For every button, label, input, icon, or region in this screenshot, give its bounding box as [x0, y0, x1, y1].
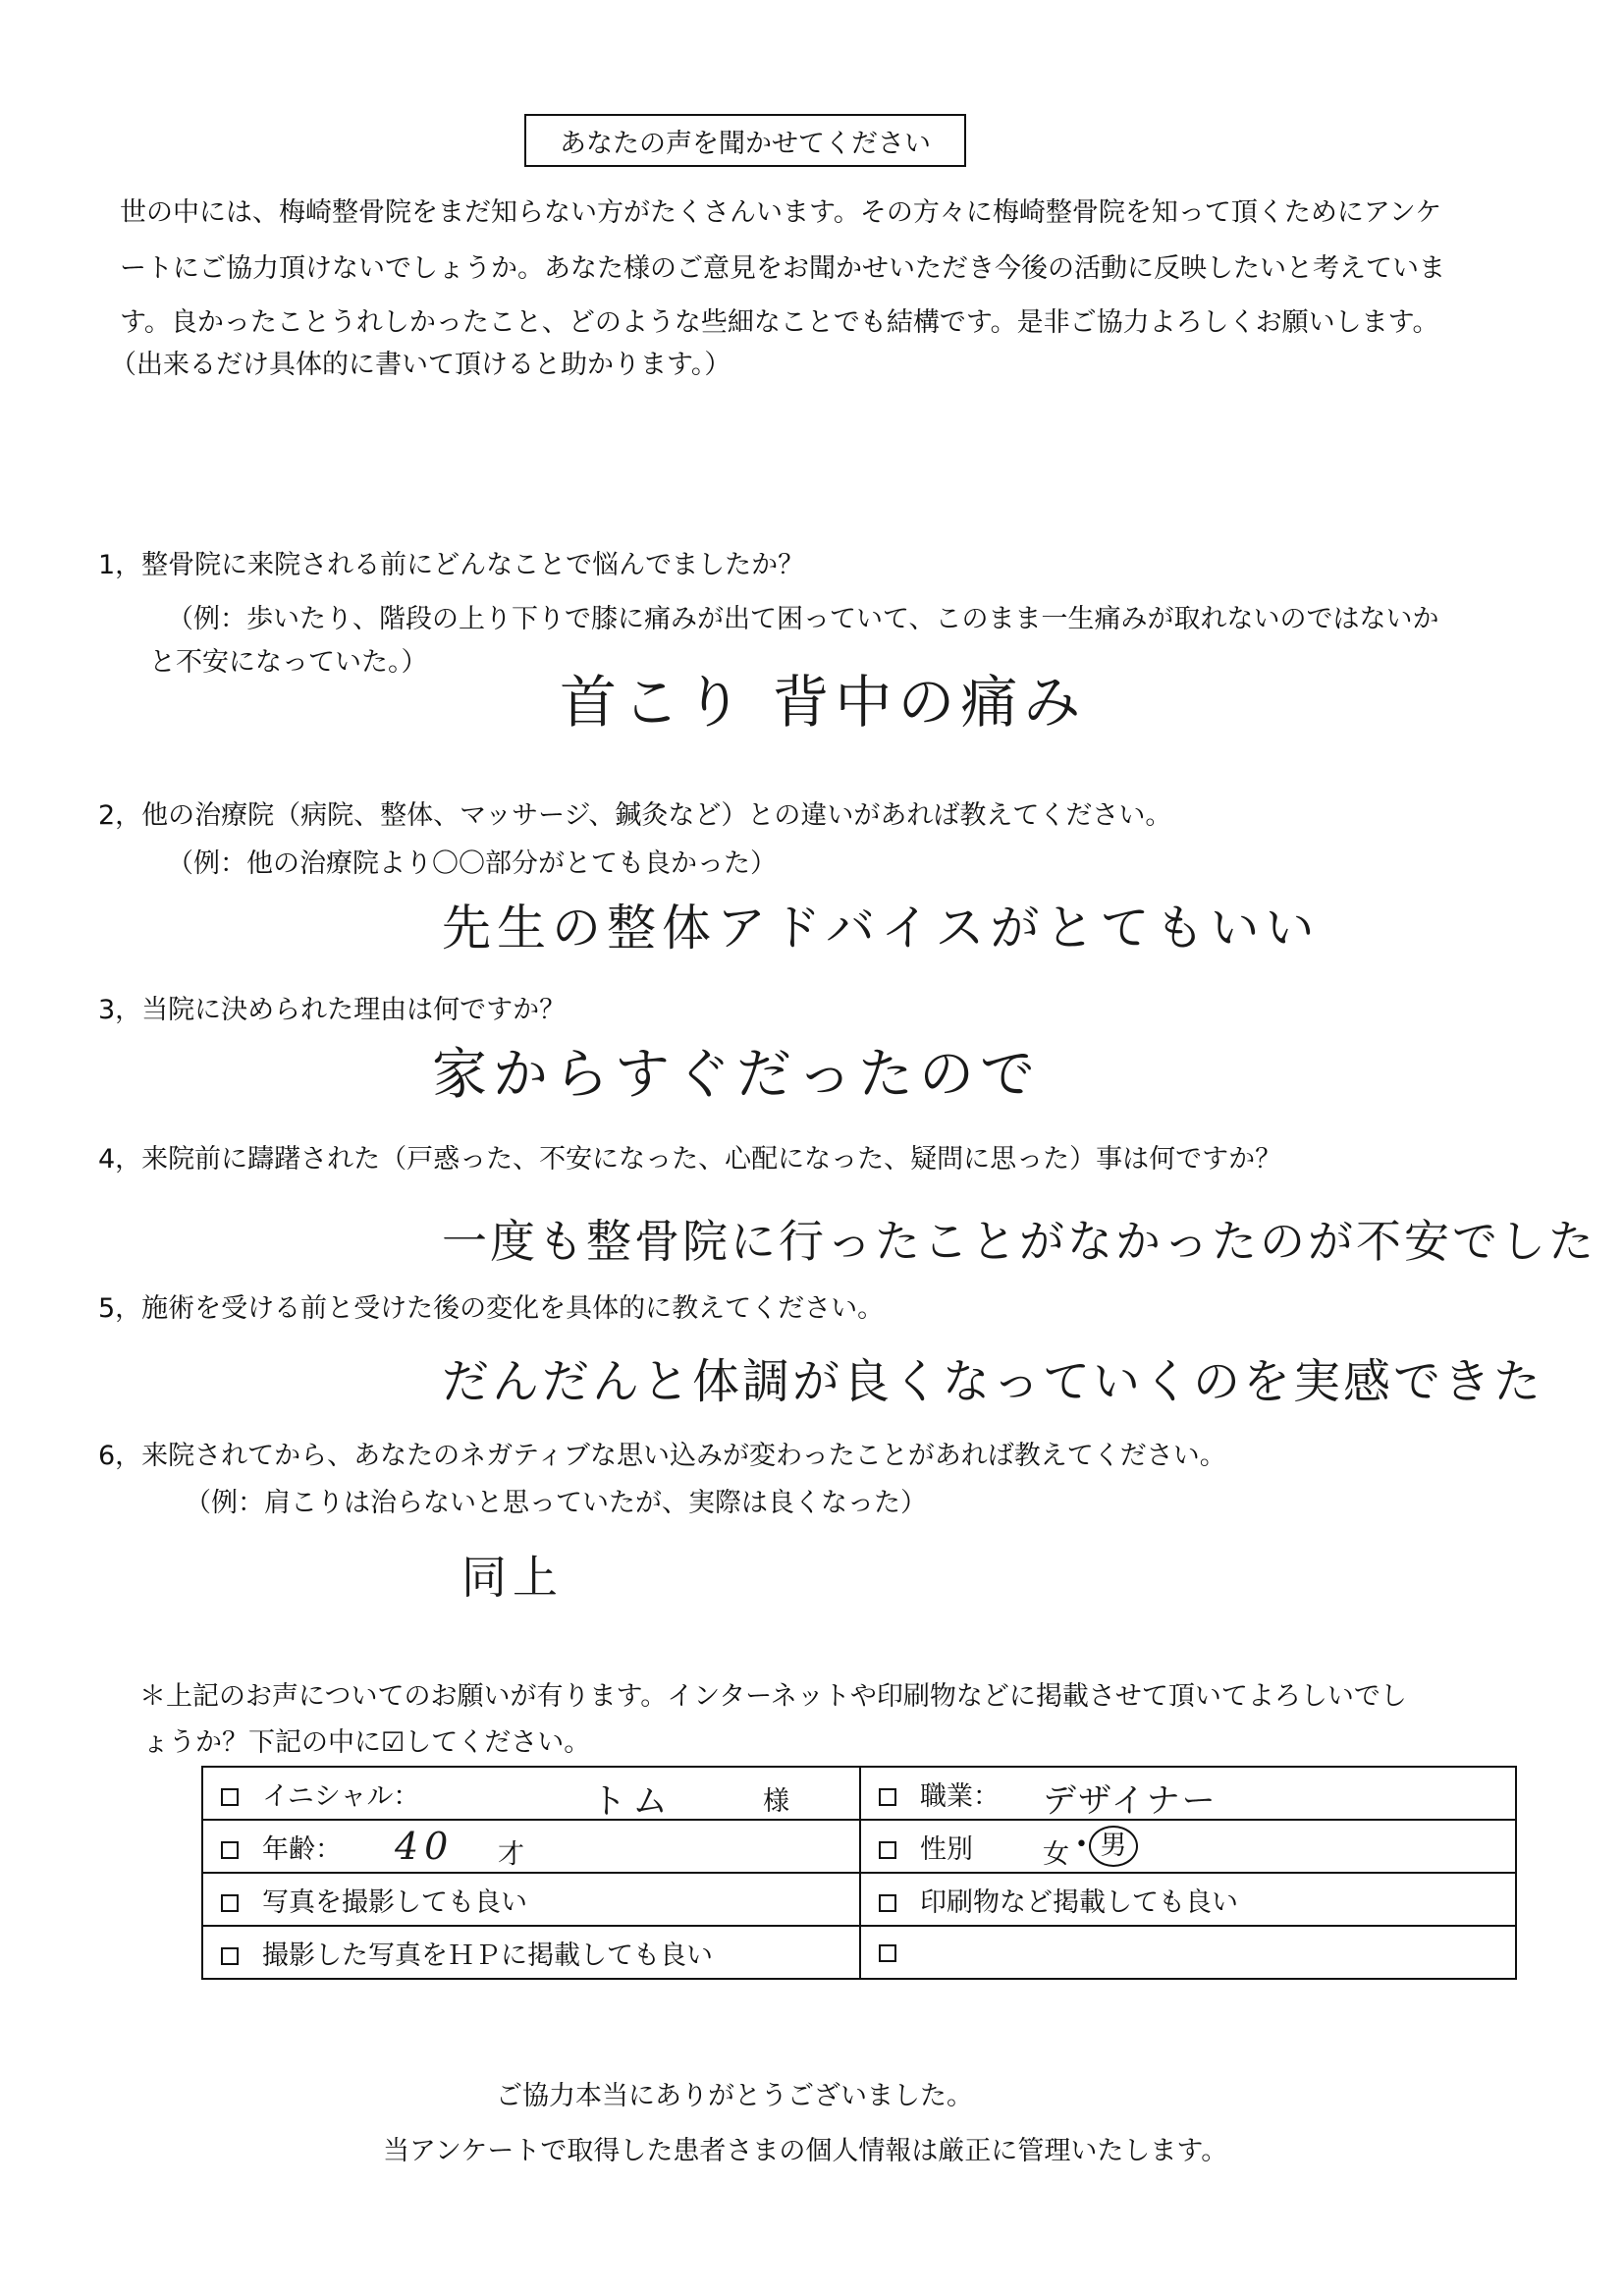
empty-option-cell [860, 1926, 1516, 1979]
thanks-line-2: 当アンケートで取得した患者さまの個人情報は厳正に管理いたします。 [383, 2136, 1228, 2166]
hp-ok-cell [202, 1926, 860, 1979]
job-label: 職業： [920, 1780, 1000, 1812]
photo-ok-cell [202, 1873, 860, 1926]
age-checkbox[interactable] [221, 1841, 239, 1859]
job-checkbox[interactable] [879, 1788, 896, 1806]
question-6-example: （例：肩こりは治らないと思っていたが、実際は良くなった） [185, 1488, 927, 1518]
answer-5: だんだんと体調が良くなっていくのを実感できた [442, 1354, 1544, 1409]
question-2-example: （例：他の治療院より〇〇部分がとても良かった） [167, 848, 777, 879]
photo-ok-label: 写真を撮影しても良い [262, 1886, 527, 1918]
consent-form-table [201, 1766, 1517, 1980]
intro-line-4: （出来るだけ具体的に書いて頂けると助かります。） [110, 350, 731, 380]
job-cell [860, 1767, 1516, 1820]
age-value: 40 [395, 1825, 455, 1868]
empty-option-checkbox[interactable] [879, 1944, 896, 1962]
gender-female[interactable]: 女 [1043, 1839, 1069, 1870]
intro-line-2: ートにご協力頂けないでしょうか。あなた様のご意見をお聞かせいただき今後の活動に反映したいと考えていま [120, 253, 1445, 284]
initial-checkbox[interactable] [221, 1788, 239, 1806]
print-ok-checkbox[interactable] [879, 1894, 896, 1912]
age-label: 年齢： [262, 1833, 342, 1865]
age-cell [202, 1820, 860, 1873]
gender-checkbox[interactable] [879, 1841, 896, 1859]
thanks-line-1: ご協力本当にありがとうございました。 [496, 2081, 973, 2111]
hp-ok-label: 撮影した写真をＨＰに掲載しても良い [262, 1940, 713, 1971]
intro-line-1: 世の中には、梅崎整骨院をまだ知らない方がたくさんいます。その方々に梅崎整骨院を知って頂くためにアンケ [120, 197, 1442, 228]
question-1-example-1: （例：歩いたり、階段の上り下りで膝に痛みが出て困っていて、このまま一生痛みが取れないのではないか [167, 604, 1439, 634]
hp-ok-checkbox[interactable] [221, 1947, 239, 1965]
print-ok-cell [860, 1873, 1516, 1926]
question-3: 3，当院に決められた理由は何ですか？ [98, 995, 567, 1025]
photo-ok-checkbox[interactable] [221, 1894, 239, 1912]
answer-4: 一度も整骨院に行ったことがなかったのが不安でした [442, 1215, 1597, 1268]
survey-title: あなたの声を聞かせてください [524, 114, 966, 167]
gender-label: 性別 [920, 1833, 973, 1865]
question-4: 4，来院前に躊躇された（戸惑った、不安になった、心配になった、疑問に思った）事は何ですか？ [98, 1144, 1282, 1175]
answer-3: 家からすぐだったので [432, 1043, 1041, 1107]
initial-value: トム [591, 1781, 675, 1822]
answer-6: 同上 [461, 1551, 564, 1604]
question-6: 6，来院されてから、あなたのネガティブな思い込みが変わったことがあれば教えてください。 [98, 1441, 1226, 1471]
consent-line-1: ＊上記のお声についてのお願いが有ります。インターネットや印刷物などに掲載させて頂いてよろしいでし [139, 1681, 1407, 1712]
question-1-example-2: と不安になっていた。） [149, 647, 428, 678]
gender-separator-dot: • [1075, 1832, 1088, 1857]
intro-line-3: す。良かったことうれしかったこと、どのような些細なことでも結構です。是非ご協力よろしくお願いします。 [120, 307, 1439, 338]
question-5: 5，施術を受ける前と受けた後の変化を具体的に教えてください。 [98, 1293, 885, 1324]
print-ok-label: 印刷物など掲載しても良い [920, 1886, 1238, 1918]
consent-line-2: ょうか？下記の中に☑してください。 [142, 1727, 591, 1758]
job-value: デザイナー [1043, 1781, 1218, 1821]
initial-cell [202, 1767, 860, 1820]
gender-cell [860, 1820, 1516, 1873]
initial-suffix: 様 [763, 1786, 789, 1817]
age-suffix: 才 [498, 1839, 524, 1870]
answer-1: 首こり 背中の痛み [560, 669, 1087, 736]
question-1: 1，整骨院に来院される前にどんなことで悩んでましたか？ [98, 550, 805, 580]
initial-label: イニシャル： [262, 1780, 420, 1812]
answer-2: 先生の整体アドバイスがとてもいい [442, 900, 1321, 957]
gender-male-circled[interactable]: 男 [1089, 1826, 1138, 1867]
question-2: 2，他の治療院（病院、整体、マッサージ、鍼灸など）との違いがあれば教えてください。 [98, 800, 1172, 831]
